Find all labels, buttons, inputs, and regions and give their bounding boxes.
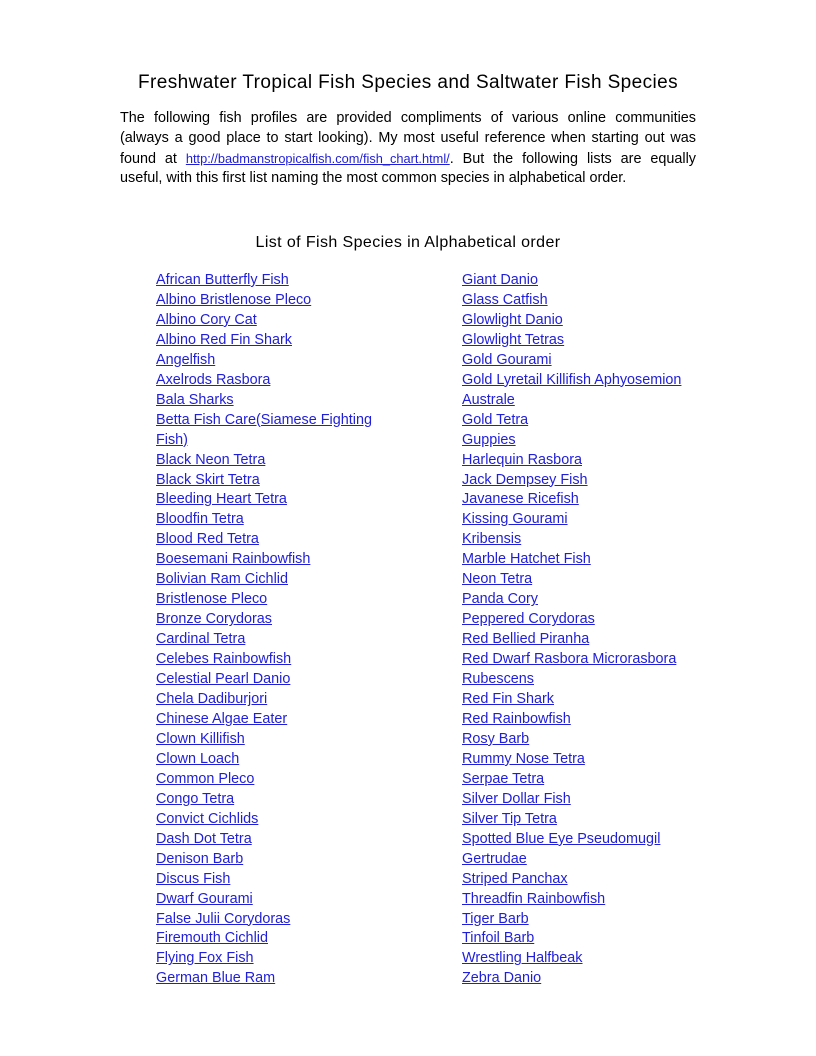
species-list-item	[462, 490, 712, 510]
species-link[interactable]: Bristlenose Pleco	[156, 591, 268, 608]
species-link[interactable]: Neon Tetra	[462, 571, 533, 588]
species-list-item	[156, 530, 396, 550]
species-list-item	[462, 530, 712, 550]
species-link[interactable]: Celebes Rainbowfish	[156, 651, 292, 668]
species-link[interactable]: Kissing Gourami	[462, 511, 568, 528]
species-list-item	[156, 770, 396, 790]
species-link[interactable]: Marble Hatchet Fish	[462, 551, 591, 568]
species-list-item	[156, 910, 396, 930]
species-list-item	[156, 890, 396, 910]
species-list-right-column	[462, 271, 712, 989]
species-list-item	[156, 271, 396, 291]
species-link[interactable]: Jack Dempsey Fish	[462, 471, 588, 488]
species-link[interactable]: Serpae Tetra	[462, 770, 545, 787]
species-link[interactable]: Blood Red Tetra	[156, 531, 259, 548]
species-link[interactable]: Silver Dollar Fish	[462, 790, 571, 807]
species-list-item	[156, 411, 396, 451]
species-list-item	[156, 730, 396, 750]
species-list-item	[462, 590, 712, 610]
species-link[interactable]: German Blue Ram	[156, 970, 276, 987]
species-list-item	[462, 451, 712, 471]
species-list-item	[462, 790, 712, 810]
list-title: List of Fish Species in Alphabetical order	[255, 234, 561, 251]
species-link[interactable]: Common Pleco	[156, 770, 255, 787]
species-link[interactable]: Glowlight Tetras	[462, 331, 565, 348]
species-list-item	[156, 969, 396, 989]
species-list-item	[156, 650, 396, 670]
species-list-item	[156, 610, 396, 630]
species-link[interactable]: Tiger Barb	[462, 910, 529, 927]
species-list-item	[156, 570, 396, 590]
species-list-item	[462, 550, 712, 570]
species-list-item	[156, 451, 396, 471]
species-link[interactable]: Convict Cichlids	[156, 810, 259, 827]
species-list-item	[156, 630, 396, 650]
species-list-item	[462, 510, 712, 530]
species-list-left-column	[156, 271, 396, 989]
species-link[interactable]: Tinfoil Barb	[462, 930, 535, 947]
species-list-item	[156, 371, 396, 391]
species-link[interactable]: Firemouth Cichlid	[156, 930, 268, 947]
species-list-item	[462, 969, 712, 989]
species-list-item	[156, 590, 396, 610]
species-link[interactable]: Glowlight Danio	[462, 311, 563, 328]
species-list-item	[156, 670, 396, 690]
species-list-item	[462, 311, 712, 331]
species-list-item	[462, 331, 712, 351]
species-link[interactable]: False Julii Corydoras	[156, 910, 291, 927]
intro-text-continued: . But the following lists are equally useful, with this first list naming the most common species in alphabetical order.	[120, 150, 696, 187]
species-link[interactable]: Gold Gourami	[462, 351, 552, 368]
species-list-item	[156, 471, 396, 491]
species-list-item	[462, 690, 712, 710]
species-link[interactable]: Wrestling Halfbeak	[462, 950, 583, 967]
species-list-item	[156, 870, 396, 890]
species-list-item	[462, 431, 712, 451]
species-list-item	[462, 411, 712, 431]
species-link[interactable]: Albino Red Fin Shark	[156, 331, 292, 348]
species-link[interactable]: Bleeding Heart Tetra	[156, 491, 287, 508]
species-link[interactable]: Spotted Blue Eye Pseudomugil Gertrudae	[462, 830, 661, 867]
species-link[interactable]: Clown Loach	[156, 750, 240, 767]
species-list-item	[156, 331, 396, 351]
species-link[interactable]: Axelrods Rasbora	[156, 371, 271, 388]
species-list-item	[462, 730, 712, 750]
species-link[interactable]: Angelfish	[156, 351, 216, 368]
species-list-item	[156, 690, 396, 710]
species-list-item	[156, 510, 396, 530]
species-link[interactable]: Red Bellied Piranha	[462, 631, 590, 648]
species-list-item	[156, 710, 396, 730]
species-list-item	[156, 550, 396, 570]
species-list-item	[156, 929, 396, 949]
species-link[interactable]: Albino Cory Cat	[156, 311, 257, 328]
page-title: Freshwater Tropical Fish Species and Saltwater Fish Species	[138, 72, 678, 93]
species-link[interactable]: Boesemani Rainbowfish	[156, 551, 311, 568]
species-list-item	[156, 949, 396, 969]
species-list-item	[462, 610, 712, 630]
species-link[interactable]: Zebra Danio	[462, 970, 542, 987]
species-list-item	[156, 351, 396, 371]
species-list-item	[156, 850, 396, 870]
species-list-item	[462, 830, 712, 870]
species-link[interactable]: Rosy Barb	[462, 730, 530, 747]
species-link[interactable]: Cardinal Tetra	[156, 631, 246, 648]
species-link[interactable]: Silver Tip Tetra	[462, 810, 557, 827]
species-list-item	[462, 291, 712, 311]
species-list-item	[156, 810, 396, 830]
species-list-item	[462, 371, 712, 411]
species-list-item	[462, 810, 712, 830]
species-link[interactable]: Glass Catfish	[462, 291, 548, 308]
species-list-item	[462, 271, 712, 291]
species-link[interactable]: Dwarf Gourami	[156, 890, 253, 907]
species-list-item	[156, 291, 396, 311]
species-link[interactable]: Black Skirt Tetra	[156, 471, 260, 488]
species-list-item	[156, 490, 396, 510]
species-link[interactable]: Red Dwarf Rasbora Microrasbora Rubescens	[462, 651, 677, 688]
species-list-item	[156, 311, 396, 331]
species-link[interactable]: Discus Fish	[156, 870, 231, 887]
species-link[interactable]: Peppered Corydoras	[462, 611, 595, 628]
species-link[interactable]: African Butterfly Fish	[156, 272, 289, 288]
species-link[interactable]: Bala Sharks	[156, 391, 234, 408]
species-link[interactable]: Flying Fox Fish	[156, 950, 254, 967]
species-link[interactable]: Kribensis	[462, 531, 522, 548]
species-link[interactable]: Chinese Algae Eater	[156, 710, 288, 727]
species-link[interactable]: Javanese Ricefish	[462, 491, 579, 508]
species-link[interactable]: Giant Danio	[462, 272, 538, 288]
species-link[interactable]: Gold Lyretail Killifish Aphyosemion Australe	[462, 371, 682, 408]
species-list-item	[462, 949, 712, 969]
species-list-item	[462, 929, 712, 949]
species-list-item	[156, 750, 396, 770]
species-list-item	[462, 630, 712, 650]
species-list-item	[462, 710, 712, 730]
intro-text: The following fish profiles are provided compliments of various online communities (always a good place to start looking). My most useful reference when starting out was found at	[120, 110, 696, 167]
species-list-item	[462, 870, 712, 890]
species-link[interactable]: Albino Bristlenose Pleco	[156, 291, 312, 308]
species-link[interactable]: Panda Cory	[462, 591, 538, 608]
intro-paragraph	[120, 109, 696, 189]
species-link[interactable]: Harlequin Rasbora	[462, 451, 582, 468]
species-list-item	[156, 391, 396, 411]
species-link[interactable]: Striped Panchax	[462, 870, 568, 887]
species-list-item	[462, 650, 712, 690]
species-link[interactable]: Bronze Corydoras	[156, 611, 272, 628]
species-link[interactable]: Rummy Nose Tetra	[462, 750, 585, 767]
species-link[interactable]: Chela Dadiburjori	[156, 691, 268, 708]
species-list-item	[462, 890, 712, 910]
species-link[interactable]: Bolivian Ram Cichlid	[156, 571, 288, 588]
species-link[interactable]: Denison Barb	[156, 850, 244, 867]
species-list-item	[462, 770, 712, 790]
species-link[interactable]: Red Fin Shark	[462, 691, 554, 708]
species-link[interactable]: Betta Fish Care(Siamese Fighting Fish)	[156, 411, 372, 448]
reference-link[interactable]: http://badmanstropicalfish.com/fish_chart.html/	[185, 150, 450, 166]
species-link[interactable]: Clown Killifish	[156, 730, 245, 747]
species-list-item	[156, 790, 396, 810]
species-link[interactable]: Threadfin Rainbowfish	[462, 890, 606, 907]
species-list-item	[462, 351, 712, 371]
species-list-item	[462, 570, 712, 590]
species-link[interactable]: Black Neon Tetra	[156, 451, 266, 468]
species-link[interactable]: Gold Tetra	[462, 411, 529, 428]
species-list-item	[156, 830, 396, 850]
species-link[interactable]: Bloodfin Tetra	[156, 511, 244, 528]
species-link[interactable]: Celestial Pearl Danio	[156, 671, 291, 688]
species-list-item	[462, 750, 712, 770]
species-link[interactable]: Congo Tetra	[156, 790, 235, 807]
species-link[interactable]: Guppies	[462, 431, 516, 448]
species-list-item	[462, 471, 712, 491]
species-link[interactable]: Dash Dot Tetra	[156, 830, 252, 847]
species-list-item	[462, 910, 712, 930]
species-link[interactable]: Red Rainbowfish	[462, 710, 571, 727]
